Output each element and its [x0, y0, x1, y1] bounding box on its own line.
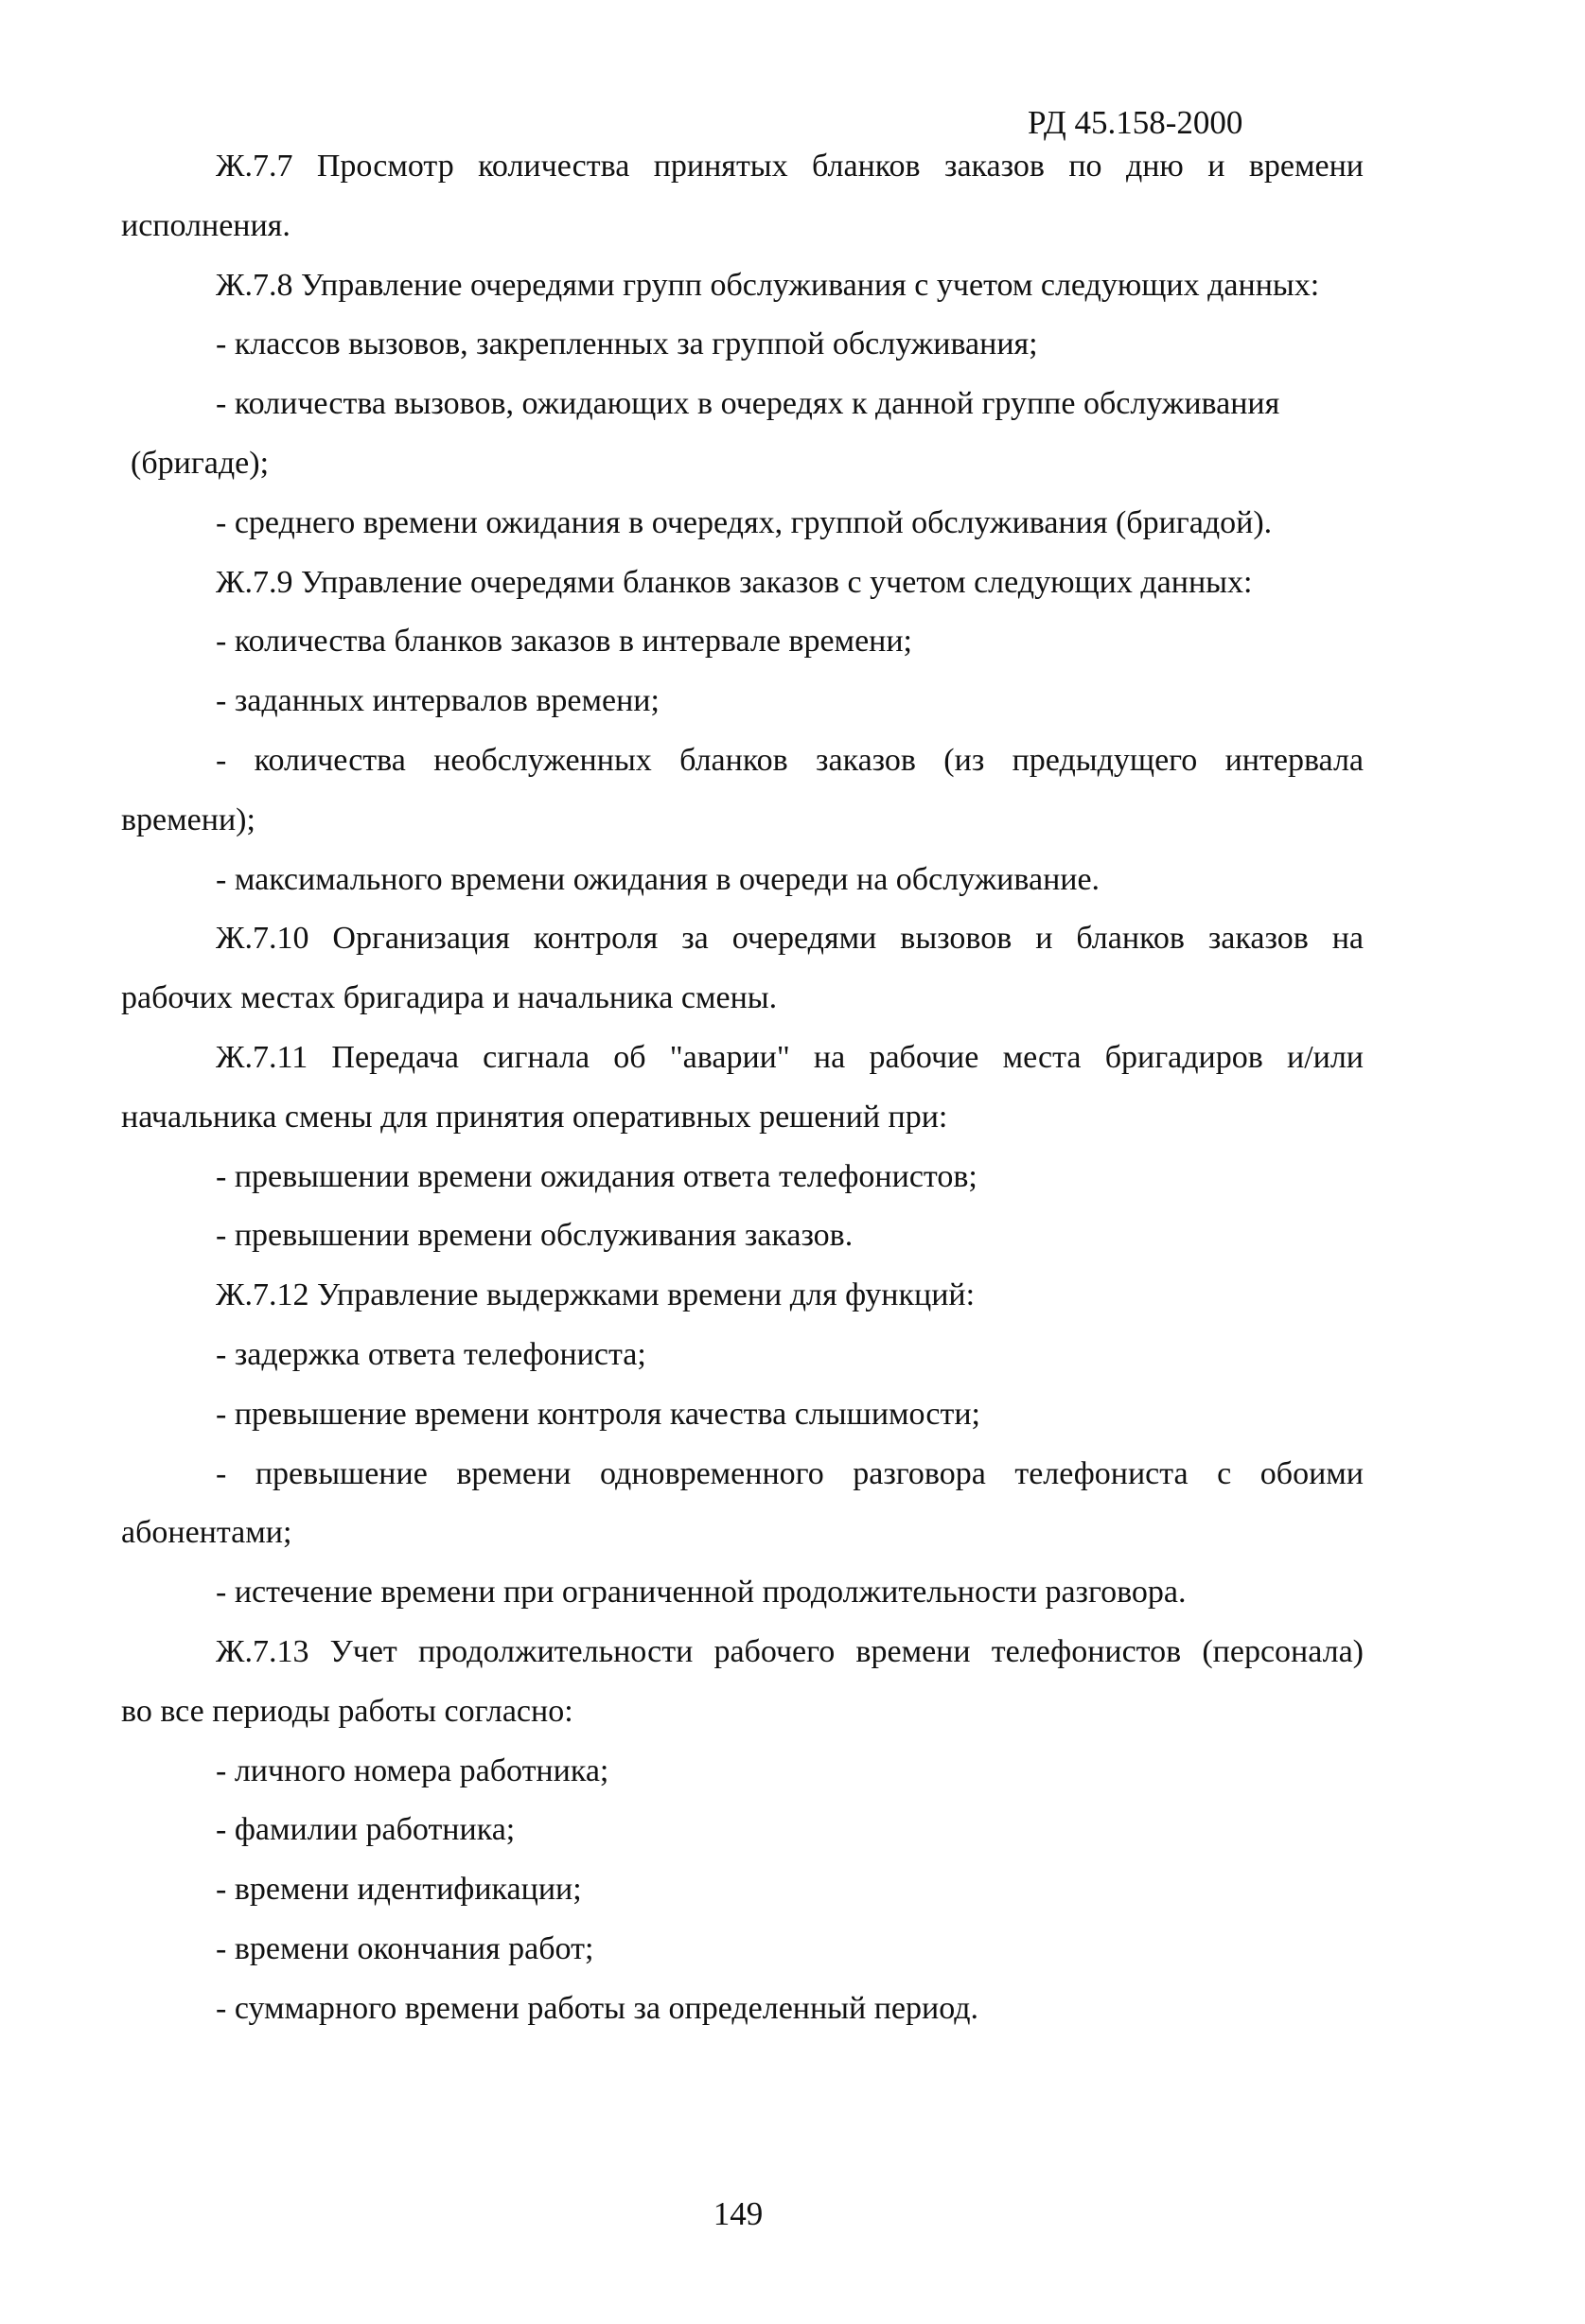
list-item: - суммарного времени работы за определенный период. — [216, 1990, 979, 2026]
list-item: - времени окончания работ; — [216, 1930, 594, 1966]
list-item-continuation: абонентами; — [121, 1515, 292, 1551]
list-item: - классов вызовов, закрепленных за группой обслуживания; — [216, 326, 1038, 362]
list-item: - заданных интервалов времени; — [216, 683, 660, 719]
list-item: - превышение времени одновременного разговора телефониста с обоими — [216, 1455, 1364, 1491]
list-item-continuation: (бригаде); — [131, 445, 270, 481]
item-zh-7-13-continuation: во все периоды работы согласно: — [121, 1693, 573, 1729]
list-item: - максимального времени ожидания в очереди на обслуживание. — [216, 861, 1101, 897]
list-item: - задержка ответа телефониста; — [216, 1336, 646, 1372]
list-item: - личного номера работника; — [216, 1752, 609, 1788]
item-zh-7-10-continuation: рабочих местах бригадира и начальника смены. — [121, 980, 778, 1016]
list-item: - превышение времени контроля качества слышимости; — [216, 1396, 980, 1432]
list-item: - превышении времени обслуживания заказов. — [216, 1218, 854, 1254]
page-number: 149 — [713, 2195, 764, 2232]
document-body — [121, 137, 1364, 2039]
list-item: - истечение времени при ограниченной продолжительности разговора. — [216, 1575, 1187, 1611]
list-item: - фамилии работника; — [216, 1812, 516, 1848]
list-item: - среднего времени ожидания в очередях, группой обслуживания (бригадой). — [216, 504, 1273, 540]
document-code-header: РД 45.158-2000 — [1028, 104, 1243, 141]
item-zh-7-10: Ж.7.10 Организация контроля за очередями вызовов и бланков заказов на — [216, 921, 1364, 957]
list-item-continuation: времени); — [121, 801, 255, 837]
item-zh-7-11-continuation: начальника смены для принятия оперативных решений при: — [121, 1099, 948, 1135]
item-zh-7-9: Ж.7.9 Управление очередями бланков заказов с учетом следующих данных: — [216, 564, 1253, 600]
item-zh-7-8: Ж.7.8 Управление очередями групп обслуживания с учетом следующих данных: — [216, 267, 1320, 303]
item-zh-7-11: Ж.7.11 Передача сигнала об "аварии" на рабочие места бригадиров и/или — [216, 1039, 1364, 1075]
item-zh-7-13: Ж.7.13 Учет продолжительности рабочего времени телефонистов (персонала) — [216, 1633, 1364, 1669]
list-item: - количества необслуженных бланков заказов (из предыдущего интервала — [216, 742, 1364, 778]
list-item: - количества бланков заказов в интервале времени; — [216, 624, 912, 660]
list-item: - времени идентификации; — [216, 1872, 582, 1908]
item-zh-7-7-continuation: исполнения. — [121, 207, 291, 243]
list-item: - превышении времени ожидания ответа телефонистов; — [216, 1158, 977, 1194]
list-item: - количества вызовов, ожидающих в очередях к данной группе обслуживания — [216, 386, 1280, 422]
item-zh-7-12: Ж.7.12 Управление выдержками времени для функций: — [216, 1277, 976, 1313]
item-zh-7-7: Ж.7.7 Просмотр количества принятых бланков заказов по дню и времени — [216, 149, 1364, 184]
